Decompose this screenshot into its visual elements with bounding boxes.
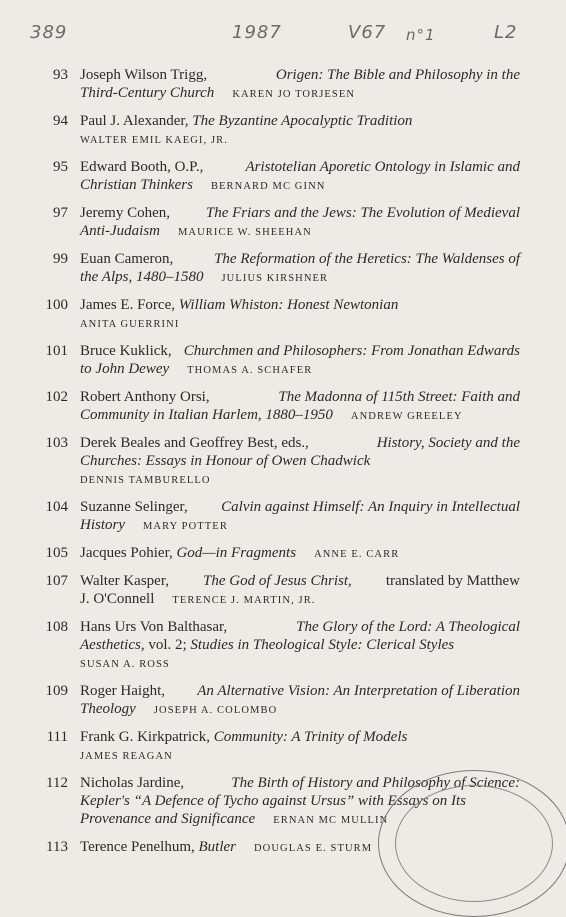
handwritten-issue: n°1 — [406, 26, 436, 44]
review-entries-list — [0, 66, 566, 866]
entry-line — [80, 296, 520, 314]
reviewer-name: DOUGLAS E. STURM — [253, 843, 373, 854]
book-title: Studies in Theological Style: Clerical Styles — [190, 637, 455, 653]
entry-line — [80, 222, 520, 242]
review-entry — [0, 434, 566, 490]
book-title: God—in Fragments — [176, 545, 297, 561]
author-text: Edward Booth, O.P., — [80, 159, 204, 175]
book-title: The God of Jesus Christ, — [203, 573, 352, 589]
entry-line — [80, 268, 520, 288]
reviewer-name: BERNARD MC GINN — [210, 181, 326, 192]
author-text: Jacques Pohier, — [80, 545, 177, 561]
entry-line — [80, 590, 520, 610]
book-title: Aristotelian Aporetic Ontology in Islamic and — [245, 159, 520, 175]
entry-line — [80, 360, 520, 380]
entry-number: 94 — [53, 113, 68, 129]
book-title: the Alps, 1480–1580 — [80, 269, 204, 285]
reviewer-name: JOSEPH A. COLOMBO — [153, 705, 278, 716]
entry-line — [80, 682, 520, 700]
entry-line — [80, 516, 520, 536]
entry-line — [80, 158, 520, 176]
entry-line — [80, 112, 520, 130]
review-entry — [0, 572, 566, 610]
entry-number: 100 — [45, 297, 68, 313]
reviewer-name: ANITA GUERRINI — [80, 319, 180, 330]
entry-line — [80, 84, 520, 104]
entry-number: 93 — [53, 67, 68, 83]
reviewer-name: ANDREW GREELEY — [350, 411, 463, 422]
review-entry — [0, 296, 566, 334]
book-title: Aesthetics, — [80, 637, 145, 653]
entry-line — [80, 342, 520, 360]
author-text: Terence Penelhum, — [80, 839, 199, 855]
author-text: Paul J. Alexander, — [80, 113, 193, 129]
entry-line — [80, 388, 520, 406]
review-entry — [0, 66, 566, 104]
book-title: Anti-Judaism — [80, 223, 160, 239]
book-title: An Alternative Vision: An Interpretation of Liberation — [197, 683, 520, 699]
book-title: Christian Thinkers — [80, 177, 193, 193]
entry-number: 101 — [45, 343, 68, 359]
entry-number: 97 — [53, 205, 68, 221]
entry-line — [80, 498, 520, 516]
entry-line — [80, 314, 520, 334]
book-title: Third-Century Church — [80, 85, 215, 101]
entry-line — [80, 700, 520, 720]
entry-line — [80, 544, 520, 564]
book-title: Churchmen and Philosophers: From Jonathan Edwards — [183, 343, 520, 359]
reviewer-name: THOMAS A. SCHAFER — [187, 365, 313, 376]
review-entry — [0, 618, 566, 674]
reviewer-name: TERENCE J. MARTIN, JR. — [172, 595, 316, 606]
author-text: J. O'Connell — [80, 591, 155, 607]
entry-line — [80, 618, 520, 636]
book-title: History — [80, 517, 125, 533]
reviewer-name: JULIUS KIRSHNER — [221, 273, 329, 284]
review-entry — [0, 388, 566, 426]
entry-number: 103 — [45, 435, 68, 451]
book-title: Kepler's “A Defence of Tycho against Ursus” with Essays on Its — [80, 793, 466, 809]
book-title: Provenance and Significance — [80, 811, 256, 827]
review-entry — [0, 112, 566, 150]
book-title: The Reformation of the Heretics: The Waldenses of — [214, 251, 520, 267]
entry-number: 111 — [46, 729, 68, 745]
book-title: History, Society and the — [376, 435, 520, 451]
entry-line — [80, 746, 520, 766]
author-text: Jeremy Cohen, — [80, 205, 170, 221]
entry-line — [80, 250, 520, 268]
author-text: Walter Kasper, — [80, 573, 169, 589]
author-text: Joseph Wilson Trigg, — [80, 67, 208, 83]
entry-line — [80, 654, 520, 674]
entry-line — [80, 406, 520, 426]
author-text: Roger Haight, — [80, 683, 165, 699]
author-text: James E. Force, — [80, 297, 179, 313]
book-title: Community: A Trinity of Models — [213, 729, 408, 745]
book-title: Community in Italian Harlem, 1880–1950 — [80, 407, 333, 423]
reviewer-name: ANNE E. CARR — [314, 549, 400, 560]
reviewer-name: ERNAN MC MULLIN — [273, 815, 389, 826]
author-text: Suzanne Selinger, — [80, 499, 188, 515]
review-entry — [0, 250, 566, 288]
book-title: Theology — [80, 701, 136, 717]
entry-line — [80, 470, 520, 490]
author-text: Frank G. Kirkpatrick, — [80, 729, 214, 745]
book-title: Butler — [198, 839, 236, 855]
library-stamp — [378, 770, 566, 917]
reviewer-name: MARY POTTER — [143, 521, 228, 532]
review-entry — [0, 544, 566, 564]
review-entry — [0, 204, 566, 242]
author-text: translated by Matthew — [385, 573, 520, 589]
book-title: Churches: Essays in Honour of Owen Chadwick — [80, 453, 371, 469]
author-text: Robert Anthony Orsi, — [80, 389, 210, 405]
entry-number: 102 — [45, 389, 68, 405]
entry-line — [80, 176, 520, 196]
review-entry — [0, 158, 566, 196]
reviewer-name: JAMES REAGAN — [80, 751, 173, 762]
entry-number: 112 — [46, 775, 68, 791]
library-stamp-inner-ring — [395, 785, 553, 902]
entry-number: 105 — [45, 545, 68, 561]
review-entry — [0, 682, 566, 720]
entry-number: 109 — [45, 683, 68, 699]
entry-line — [80, 130, 520, 150]
author-text: vol. 2; — [144, 637, 191, 653]
author-text: Euan Cameron, — [80, 251, 174, 267]
reviewer-name: WALTER EMIL KAEGI, JR. — [80, 135, 228, 146]
entry-number: 95 — [53, 159, 68, 175]
entry-line — [80, 452, 520, 470]
handwritten-year: 1987 — [232, 22, 282, 43]
reviewer-name: KAREN JO TORJESEN — [232, 89, 356, 100]
reviewer-name: MAURICE W. SHEEHAN — [178, 227, 312, 238]
review-entry — [0, 342, 566, 380]
author-text: Nicholas Jardine, — [80, 775, 185, 791]
entry-line — [80, 434, 520, 452]
review-entry — [0, 728, 566, 766]
reviewer-name: SUSAN A. ROSS — [80, 659, 170, 670]
book-title: to John Dewey — [80, 361, 170, 377]
author-text: Bruce Kuklick, — [80, 343, 172, 359]
entry-line — [80, 66, 520, 84]
reviewer-name: DENNIS TAMBURELLO — [80, 475, 211, 486]
author-text: Hans Urs Von Balthasar, — [80, 619, 228, 635]
book-title: The Madonna of 115th Street: Faith and — [278, 389, 520, 405]
review-entry — [0, 498, 566, 536]
book-title: William Whiston: Honest Newtonian — [178, 297, 399, 313]
author-text: Derek Beales and Geoffrey Best, eds., — [80, 435, 309, 451]
entry-line — [80, 572, 520, 590]
entry-number: 107 — [45, 573, 68, 589]
handwritten-page-number: 389 — [30, 22, 68, 43]
entry-line — [80, 636, 520, 654]
book-title: Origen: The Bible and Philosophy in the — [275, 67, 520, 83]
book-title: The Glory of the Lord: A Theological — [296, 619, 520, 635]
entry-line — [80, 728, 520, 746]
entry-number: 108 — [45, 619, 68, 635]
book-title: The Friars and the Jews: The Evolution of Medieval — [205, 205, 520, 221]
book-title: The Byzantine Apocalyptic Tradition — [192, 113, 413, 129]
book-title: Calvin against Himself: An Inquiry in Intellectual — [221, 499, 520, 515]
handwritten-volume: V67 — [348, 22, 387, 43]
entry-line — [80, 204, 520, 222]
entry-number: 113 — [46, 839, 68, 855]
entry-number: 99 — [53, 251, 68, 267]
entry-number: 104 — [45, 499, 68, 515]
book-title: The Birth of History and Philosophy of Science: — [231, 775, 520, 791]
handwritten-mark: L2 — [494, 22, 518, 43]
